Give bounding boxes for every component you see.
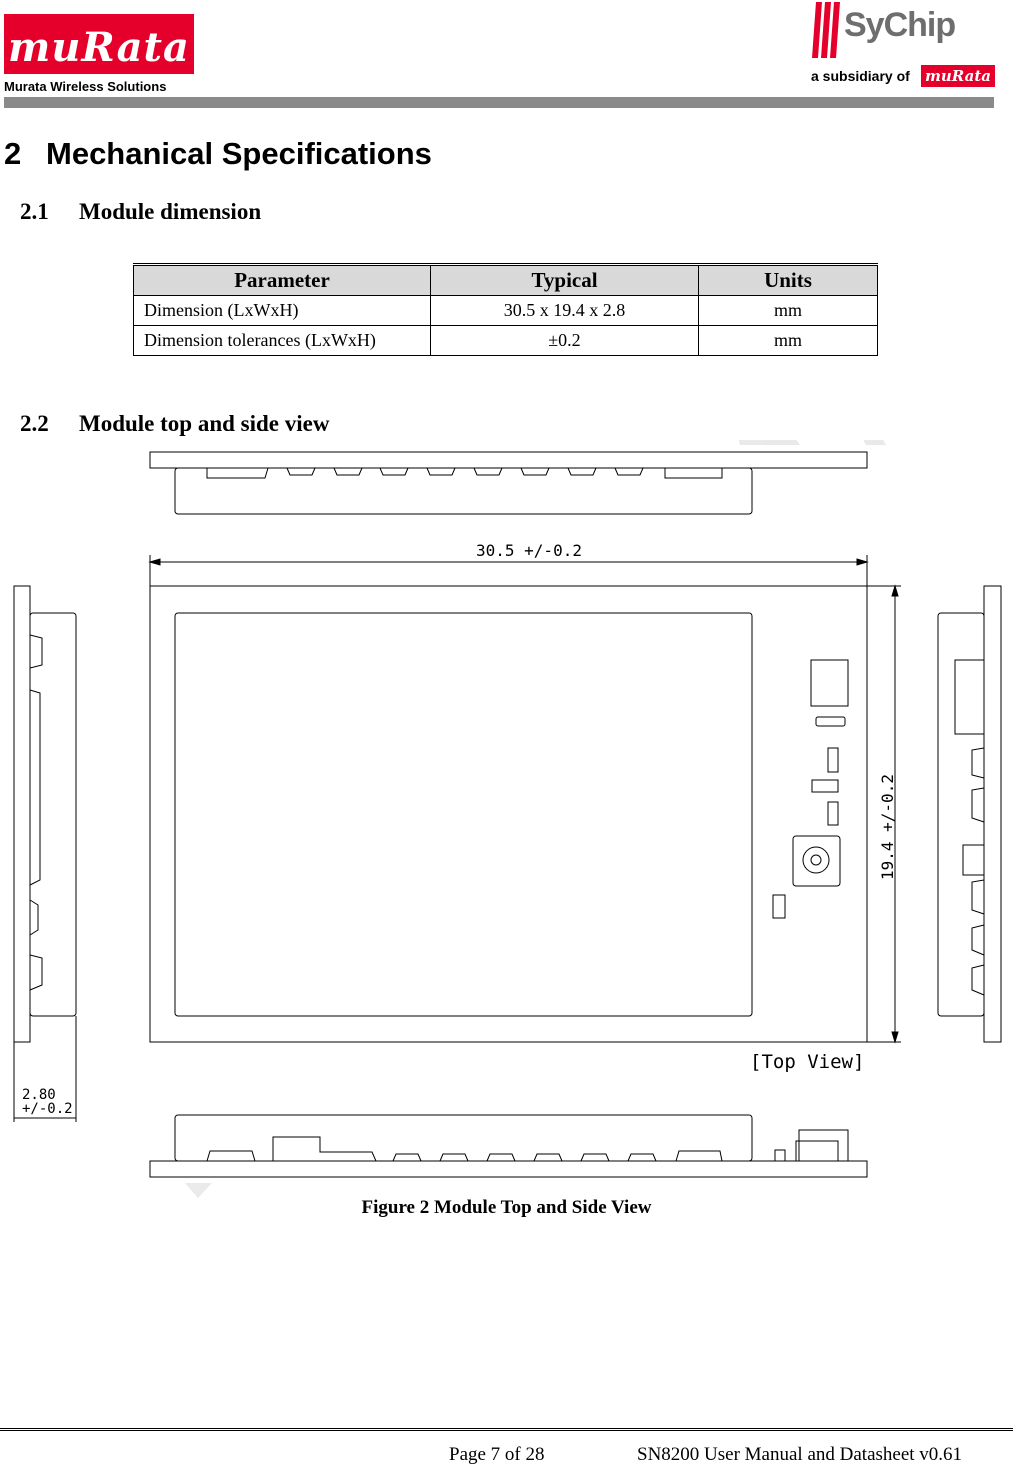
- section-title: Mechanical Specifications: [46, 136, 432, 171]
- table-cell: Dimension (LxWxH): [134, 296, 431, 326]
- section-heading: [4, 136, 432, 172]
- table-cell: mm: [699, 296, 878, 326]
- subsidiary-murata-logo: muRata: [921, 65, 995, 87]
- murata-logo: [4, 14, 194, 74]
- side-view-bottom: [150, 1115, 867, 1177]
- table-header: Parameter: [134, 265, 431, 296]
- length-label: 30.5 +/-0.2: [476, 541, 582, 560]
- subsection-number: 2.2: [20, 411, 49, 436]
- subsection-number: 2.1: [20, 199, 49, 224]
- table-header: Typical: [431, 265, 699, 296]
- mechanical-drawing: [0, 440, 1013, 1200]
- side-view-left: [14, 586, 76, 1122]
- table-row: [134, 296, 878, 326]
- width-label: 19.4 +/-0.2: [878, 774, 897, 880]
- top-view: [150, 586, 867, 1042]
- view-label: [Top View]: [750, 1051, 865, 1073]
- table-cell: ±0.2: [431, 326, 699, 356]
- sychip-waves-icon: [810, 0, 844, 60]
- table-cell: mm: [699, 326, 878, 356]
- table-cell: 30.5 x 19.4 x 2.8: [431, 296, 699, 326]
- page-number: Page 7 of 28: [449, 1444, 545, 1465]
- murata-tagline: Murata Wireless Solutions: [4, 79, 167, 94]
- subsidiary-text: a subsidiary of: [811, 68, 910, 84]
- sychip-logo-text: SyChip: [844, 6, 956, 44]
- subsection-title: Module dimension: [79, 199, 262, 224]
- table-header: Units: [699, 265, 878, 296]
- subsection-heading-views: [20, 411, 329, 437]
- subsection-title: Module top and side view: [79, 411, 330, 436]
- dimension-table: [133, 263, 878, 356]
- table-header-row: [134, 265, 878, 296]
- side-view-right: [938, 586, 1001, 1042]
- figure-caption: Figure 2 Module Top and Side View: [361, 1197, 652, 1218]
- sychip-logo: [810, 0, 1000, 60]
- header-divider: [4, 97, 994, 108]
- side-view-top: [150, 452, 867, 514]
- height-tolerance-label: +/-0.2: [22, 1101, 73, 1117]
- footer-divider: [0, 1428, 1013, 1431]
- section-number: 2: [4, 136, 22, 171]
- document-title: SN8200 User Manual and Datasheet v0.61: [637, 1444, 963, 1465]
- height-label: 2.80: [22, 1087, 56, 1103]
- murata-logo-text: muRata: [8, 24, 190, 71]
- subsection-heading-dimension: [20, 199, 261, 225]
- table-row: [134, 326, 878, 356]
- table-cell: Dimension tolerances (LxWxH): [134, 326, 431, 356]
